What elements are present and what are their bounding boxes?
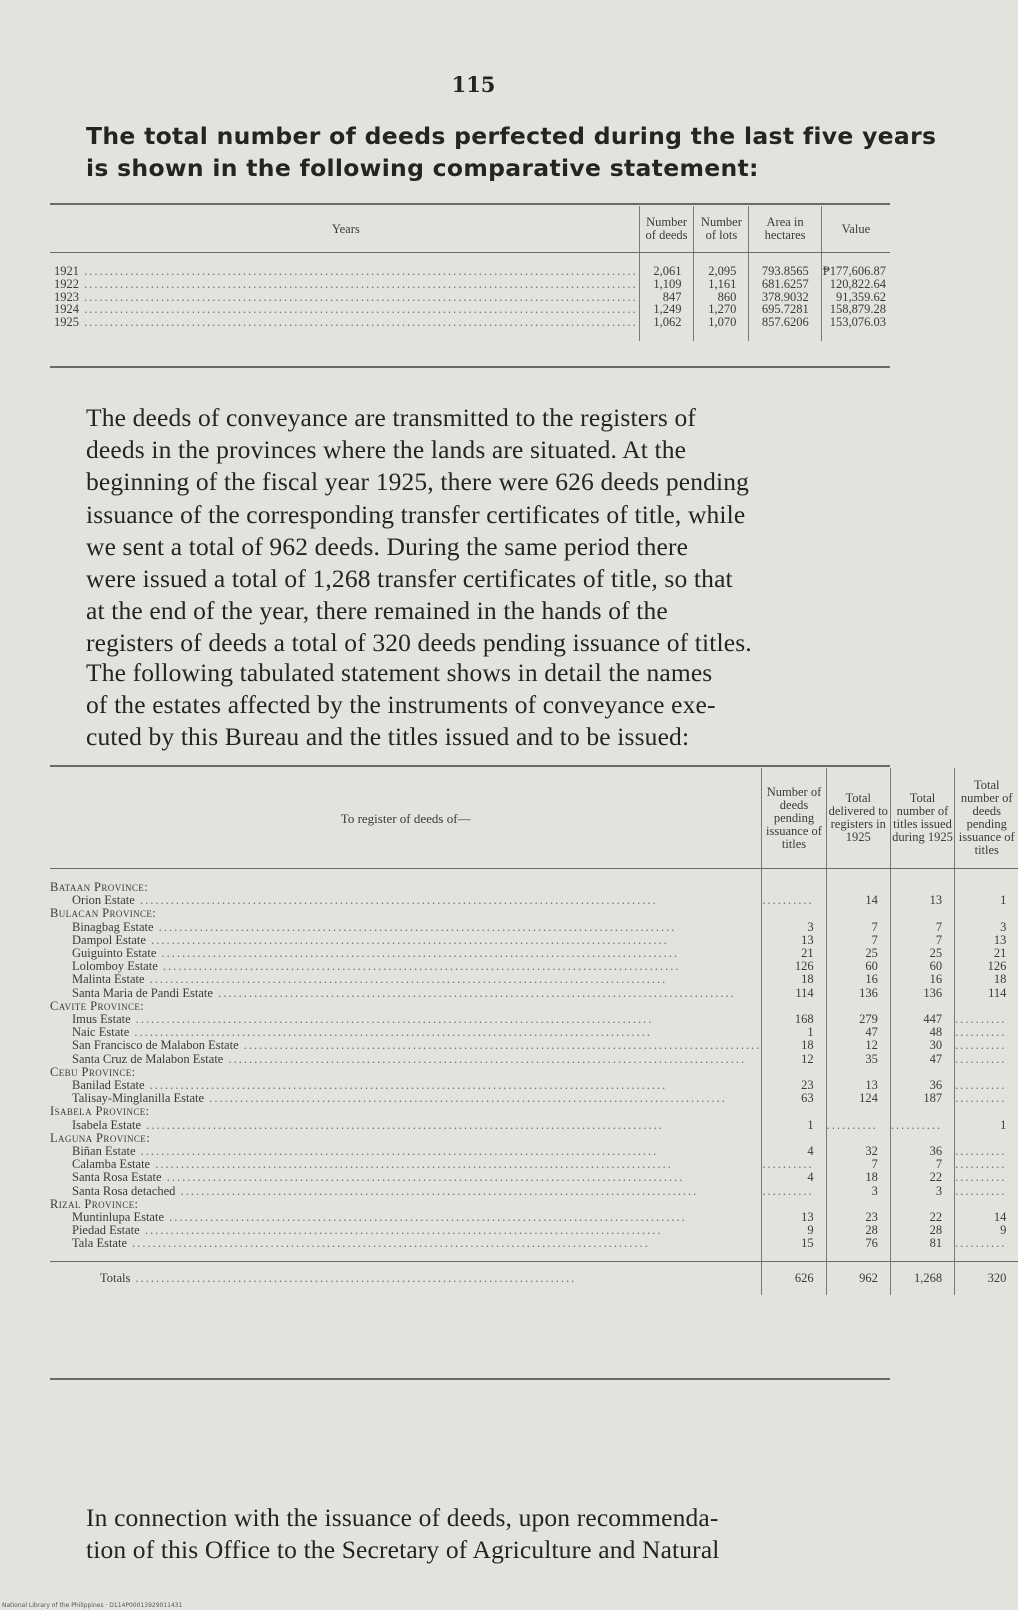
pending-cell: 15: [762, 1237, 826, 1250]
issued-cell: 447: [890, 1013, 954, 1026]
empty-cell: [955, 881, 1018, 894]
leader-dots: ..........: [955, 1236, 1007, 1251]
col-header-lots: Number of lots: [694, 206, 749, 253]
conveyance-paragraph: [86, 402, 876, 660]
issued-cell: 7: [890, 921, 954, 934]
delivered-cell: 124: [826, 1092, 890, 1105]
value: ₱177,606.87: [822, 264, 886, 278]
issued-cell: 48: [890, 1026, 954, 1039]
value: 1,070: [708, 315, 737, 330]
delivered-cell: 60: [826, 960, 890, 973]
issued-cell: 47: [890, 1053, 954, 1066]
issued-cell: 22: [890, 1211, 954, 1224]
empty-cell: [955, 1198, 1018, 1211]
page-number: 115: [451, 72, 496, 97]
estate-name: Dampol Estate .....: [72, 933, 669, 947]
delivered-cell: 12: [826, 1039, 890, 1052]
pending-cell: 18: [762, 1039, 826, 1052]
province-name: Isabela Province:: [50, 1104, 150, 1119]
pending-cell: 1: [762, 1026, 826, 1039]
issued-cell: 7: [890, 1158, 954, 1171]
leader-dots: ..........: [762, 1157, 814, 1172]
value: 1,249: [653, 302, 682, 317]
leader-dots: ..........: [955, 1157, 1007, 1172]
delivered-cell: 23: [826, 1211, 890, 1224]
pending-cell: 3: [762, 921, 826, 934]
text-line: registers of deeds a total of 320 deeds pending issuance of titles.: [86, 628, 752, 658]
estate-name: San Francisco de Malabon Estate .....: [72, 1038, 761, 1052]
lots-cell: [694, 253, 749, 341]
value: 158,879.28: [829, 302, 886, 317]
value: 91,359.62: [836, 289, 886, 304]
remaining-cell: 3: [955, 921, 1018, 934]
estate-name-cell: [50, 894, 762, 907]
leader-dots: ..........: [955, 1051, 1007, 1066]
value: 120,822.64: [829, 276, 886, 291]
col-header-pending: Number of deeds pending issuance of titles: [762, 768, 826, 869]
col-header-deeds: Number of deeds: [639, 206, 694, 253]
comparative-statement-table: [50, 206, 890, 341]
totals-label-cell: [50, 1261, 762, 1295]
text-line: tion of this Office to the Secretary of Agriculture and Natural: [86, 1535, 720, 1565]
empty-cell: [890, 1198, 954, 1211]
closing-paragraph: [86, 1502, 876, 1566]
empty-cell: [826, 1066, 890, 1079]
estate-row: [50, 1053, 1018, 1066]
estate-name-cell: [50, 1185, 762, 1198]
estate-name: Calamba Estate .....: [72, 1157, 673, 1171]
text-line: is shown in the following comparative statement:: [86, 154, 759, 182]
year: 1925 .....: [54, 316, 638, 329]
value: 695.7281: [761, 302, 809, 317]
remaining-cell: 13: [955, 934, 1018, 947]
value: 1,270: [708, 302, 737, 317]
estate-name-cell: [50, 1119, 762, 1132]
delivered-cell: 3: [826, 1185, 890, 1198]
leader-dots: ..........: [762, 893, 814, 908]
empty-cell: [762, 1066, 826, 1079]
empty-cell: [890, 907, 954, 920]
text-line: of the estates affected by the instruments of conveyance exe-: [86, 690, 716, 720]
value: 153,076.03: [829, 315, 886, 330]
leader-dots: ..........: [955, 1025, 1007, 1040]
delivered-cell: 18: [826, 1171, 890, 1184]
year: 1922 .....: [54, 278, 638, 291]
text-line: issuance of the corresponding transfer certificates of title, while: [86, 499, 746, 529]
value: 378.9032: [761, 289, 809, 304]
text-line: deeds in the provinces where the lands are situated. At the: [86, 435, 687, 465]
delivered-cell: 136: [826, 987, 890, 1000]
province-name: Laguna Province:: [50, 1130, 151, 1145]
delivered-cell: 47: [826, 1026, 890, 1039]
value: 793.8565: [761, 264, 809, 278]
tabulated-statement-paragraph: [86, 657, 876, 754]
issued-cell: 25: [890, 947, 954, 960]
value: 847: [662, 289, 682, 304]
issued-cell: 3: [890, 1185, 954, 1198]
value: 2,095: [708, 264, 737, 278]
delivered-cell: 25: [826, 947, 890, 960]
col-header-years: Years: [50, 206, 639, 253]
empty-cell: [826, 881, 890, 894]
delivered-cell: [826, 1119, 890, 1132]
estate-name: Naic Estate .....: [72, 1025, 652, 1039]
leader-dots: ..........: [955, 1038, 1007, 1053]
pending-cell: 12: [762, 1053, 826, 1066]
pending-cell: [762, 1185, 826, 1198]
empty-cell: [762, 1198, 826, 1211]
pending-cell: 13: [762, 1211, 826, 1224]
value: 1,062: [653, 315, 682, 330]
pending-cell: 168: [762, 1013, 826, 1026]
issued-cell: 16: [890, 973, 954, 986]
remaining-cell: [955, 1053, 1018, 1066]
estate-name: Biñan Estate .....: [72, 1144, 658, 1158]
text-line: at the end of the year, there remained in the hands of the: [86, 596, 668, 626]
issued-cell: 7: [890, 934, 954, 947]
issued-cell: 60: [890, 960, 954, 973]
table-row: [50, 253, 890, 341]
issued-cell: [890, 1119, 954, 1132]
total-c1: 626: [762, 1261, 826, 1295]
issued-cell: 22: [890, 1171, 954, 1184]
text-line: were issued a total of 1,268 transfer certificates of title, so that: [86, 564, 733, 594]
pending-cell: 1: [762, 1119, 826, 1132]
empty-cell: [762, 1132, 826, 1145]
leader-dots: ..........: [955, 1144, 1007, 1159]
text-line: The total number of deeds perfected during the last five years: [86, 122, 937, 150]
estate-name-cell: [50, 987, 762, 1000]
estate-name: Malinta Estate .....: [72, 972, 667, 986]
empty-cell: [890, 881, 954, 894]
estate-name: Santa Maria de Pandi Estate .....: [72, 986, 736, 1000]
text-line: beginning of the fiscal year 1925, there were 626 deeds pending: [86, 467, 750, 497]
pending-cell: 13: [762, 934, 826, 947]
delivered-cell: 16: [826, 973, 890, 986]
estate-row: [50, 1092, 1018, 1105]
estate-name: Muntinlupa Estate .....: [72, 1210, 687, 1224]
leader-dots: ..........: [955, 1183, 1007, 1198]
pending-cell: 9: [762, 1224, 826, 1237]
pending-cell: 21: [762, 947, 826, 960]
estate-name: Piedad Estate .....: [72, 1223, 662, 1237]
totals-row: [50, 1261, 1018, 1295]
delivered-cell: 35: [826, 1053, 890, 1066]
value-cell: [821, 253, 890, 341]
leader-dots: ..........: [955, 1078, 1007, 1093]
issued-cell: 136: [890, 987, 954, 1000]
leader-dots: ..........: [955, 1091, 1007, 1106]
delivered-cell: 76: [826, 1237, 890, 1250]
value: 857.6206: [761, 315, 809, 330]
total-c3: 1,268: [890, 1261, 954, 1295]
estate-row: [50, 1119, 1018, 1132]
totals-label: Totals .....: [100, 1271, 576, 1285]
text-line: The following tabulated statement shows in detail the names: [86, 658, 713, 687]
delivered-cell: 28: [826, 1224, 890, 1237]
deeds-cell: [639, 253, 694, 341]
delivered-cell: 7: [826, 1158, 890, 1171]
province-name: Bulacan Province:: [50, 906, 157, 921]
text-line: The deeds of conveyance are transmitted to the registers of: [86, 403, 696, 432]
empty-cell: [826, 907, 890, 920]
year: 1923 .....: [54, 291, 638, 304]
col-header-area: Area in hectares: [749, 206, 821, 253]
estate-name-cell: [50, 1053, 762, 1066]
empty-cell: [762, 1105, 826, 1118]
delivered-cell: 279: [826, 1013, 890, 1026]
delivered-cell: 7: [826, 934, 890, 947]
empty-cell: [955, 1105, 1018, 1118]
value: 2,061: [653, 264, 682, 278]
leader-dots: ..........: [890, 1117, 943, 1132]
empty-cell: [955, 907, 1018, 920]
estate-name: Tala Estate .....: [72, 1236, 650, 1250]
estate-name: Binagbag Estate .....: [72, 920, 676, 934]
province-name: Cavite Province:: [50, 998, 145, 1013]
issued-cell: 81: [890, 1237, 954, 1250]
year: 1921 .....: [54, 265, 638, 278]
pending-cell: 18: [762, 973, 826, 986]
col-header-value: Value: [821, 206, 890, 253]
total-c4: 320: [955, 1261, 1018, 1295]
empty-cell: [762, 1000, 826, 1013]
estate-row: [50, 987, 1018, 1000]
pending-cell: [762, 1158, 826, 1171]
table2-top-rule: [50, 765, 890, 767]
col-header-register: To register of deeds of—: [50, 768, 762, 869]
issued-cell: 36: [890, 1079, 954, 1092]
remaining-cell: 1: [955, 894, 1018, 907]
col-header-issued: Total number of titles issued during 1925: [890, 768, 954, 869]
estate-name: Banilad Estate .....: [72, 1078, 667, 1092]
estate-row: [50, 1185, 1018, 1198]
col-header-remaining: Total number of deeds pending issuance of titles: [955, 768, 1018, 869]
value: 860: [717, 289, 737, 304]
leader-dots: ..........: [955, 1170, 1007, 1185]
estate-row: [50, 894, 1018, 907]
value: 1,161: [708, 276, 737, 291]
province-name: Bataan Province:: [50, 880, 149, 894]
empty-cell: [890, 1132, 954, 1145]
province-name: Cebu Province:: [50, 1064, 136, 1079]
issued-cell: 187: [890, 1092, 954, 1105]
pending-cell: [762, 894, 826, 907]
estate-name-cell: [50, 1092, 762, 1105]
issued-cell: 30: [890, 1039, 954, 1052]
issued-cell: 28: [890, 1224, 954, 1237]
issued-cell: 13: [890, 894, 954, 907]
delivered-cell: 32: [826, 1145, 890, 1158]
pending-cell: 126: [762, 960, 826, 973]
estate-name: Isabela Estate .....: [72, 1118, 664, 1132]
empty-cell: [826, 1132, 890, 1145]
remaining-cell: [955, 1185, 1018, 1198]
delivered-cell: 14: [826, 894, 890, 907]
leader-dots: ..........: [826, 1117, 878, 1132]
remaining-cell: 21: [955, 947, 1018, 960]
remaining-cell: 126: [955, 960, 1018, 973]
table2-bottom-rule: [50, 1378, 890, 1380]
estate-name: Santa Rosa detached .....: [72, 1184, 698, 1198]
empty-cell: [890, 1066, 954, 1079]
text-line: In connection with the issuance of deeds, upon recommenda-: [86, 1503, 719, 1532]
estate-name: Santa Rosa Estate .....: [72, 1170, 684, 1184]
col-header-delivered: Total delivered to registers in 1925: [826, 768, 890, 869]
scan-footer-note: National Library of the Philippines · D114P00013929011431: [2, 1602, 183, 1609]
total-c2: 962: [826, 1261, 890, 1295]
estate-name: Talisay-Minglanilla Estate .....: [72, 1091, 727, 1105]
pending-cell: 63: [762, 1092, 826, 1105]
estate-name: Imus Estate .....: [72, 1012, 653, 1026]
leader-dots: ..........: [955, 1012, 1007, 1027]
estate-name: Santa Cruz de Malabon Estate .....: [72, 1052, 746, 1066]
intro-paragraph: [86, 120, 937, 184]
value: 681.6257: [761, 276, 809, 291]
years-cell: [50, 253, 639, 341]
pending-cell: 23: [762, 1079, 826, 1092]
leader-dots: ..........: [762, 1183, 814, 1198]
year: 1924 .....: [54, 303, 638, 316]
table1-bottom-rule: [50, 366, 890, 368]
empty-cell: [762, 907, 826, 920]
delivered-cell: 13: [826, 1079, 890, 1092]
remaining-cell: [955, 1237, 1018, 1250]
remaining-cell: 9: [955, 1224, 1018, 1237]
remaining-cell: [955, 1092, 1018, 1105]
text-line: cuted by this Bureau and the titles issued and to be issued:: [86, 722, 690, 752]
estate-row: [50, 1237, 1018, 1250]
pending-cell: 114: [762, 987, 826, 1000]
value: 1,109: [653, 276, 682, 291]
remaining-cell: 114: [955, 987, 1018, 1000]
remaining-cell: 18: [955, 973, 1018, 986]
estate-name: Guiguinto Estate .....: [72, 946, 679, 960]
delivered-cell: 7: [826, 921, 890, 934]
pending-cell: 4: [762, 1145, 826, 1158]
empty-cell: [826, 1198, 890, 1211]
area-cell: [749, 253, 821, 341]
remaining-cell: 1: [955, 1119, 1018, 1132]
province-name: Rizal Province:: [50, 1196, 139, 1211]
estate-name-cell: [50, 1237, 762, 1250]
issued-cell: 36: [890, 1145, 954, 1158]
remaining-cell: 14: [955, 1211, 1018, 1224]
estate-name: Lolomboy Estate .....: [72, 959, 681, 973]
estate-name: Orion Estate .....: [72, 893, 658, 907]
estates-table: [50, 768, 1018, 1295]
text-line: we sent a total of 962 deeds. During the same period there: [86, 531, 689, 561]
pending-cell: 4: [762, 1171, 826, 1184]
table1-top-rule: [50, 203, 890, 205]
